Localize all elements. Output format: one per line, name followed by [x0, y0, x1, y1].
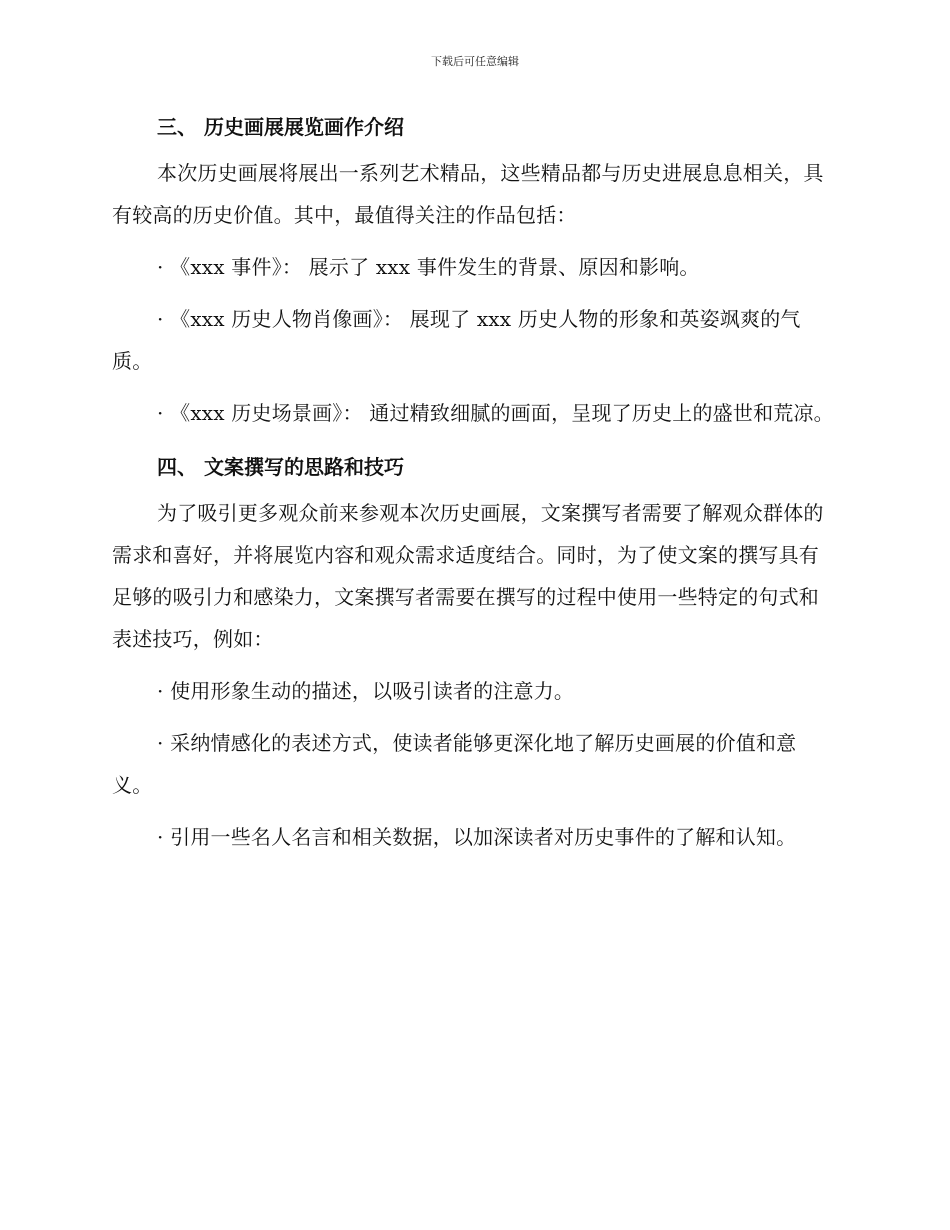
page-header-note: 下载后可任意编辑	[431, 55, 519, 68]
artwork-item-3: · 《xxx 历史场景画》： 通过精致细腻的画面，呈现了历史上的盛世和荒凉。	[157, 401, 834, 425]
technique-item-2: · 采纳情感化的表述方式，使读者能够更深化地了解历史画展的价值和意义。	[112, 731, 797, 797]
technique-item-3: · 引用一些名人名言和相关数据，以加深读者对历史事件的了解和认知。	[157, 825, 797, 849]
technique-item-1: · 使用形象生动的描述，以吸引读者的注意力。	[157, 679, 575, 703]
artwork-item-1: · 《xxx 事件》： 展示了 xxx 事件发生的背景、原因和影响。	[157, 255, 700, 279]
section-4-intro: 为了吸引更多观众前来参观本次历史画展，文案撰写者需要了解观众群体的需求和喜好，并将展览内容和观众需求适度结合。同时，为了使文案的撰写具有足够的吸引力和感染力，文案撰写者需要在撰写的过程中使用一些特定的句式和表述技巧，例如：	[112, 501, 824, 651]
section-3-intro: 本次历史画展将展出一系列艺术精品，这些精品都与历史进展息息相关，具有较高的历史价值。其中，最值得关注的作品包括：	[112, 161, 824, 227]
section-heading-3: 三、 历史画展展览画作介绍	[157, 115, 404, 139]
document-body	[112, 106, 836, 868]
artwork-item-2: · 《xxx 历史人物肖像画》： 展现了 xxx 历史人物的形象和英姿飒爽的气质。	[112, 307, 801, 373]
section-heading-4: 四、 文案撰写的思路和技巧	[157, 455, 404, 479]
